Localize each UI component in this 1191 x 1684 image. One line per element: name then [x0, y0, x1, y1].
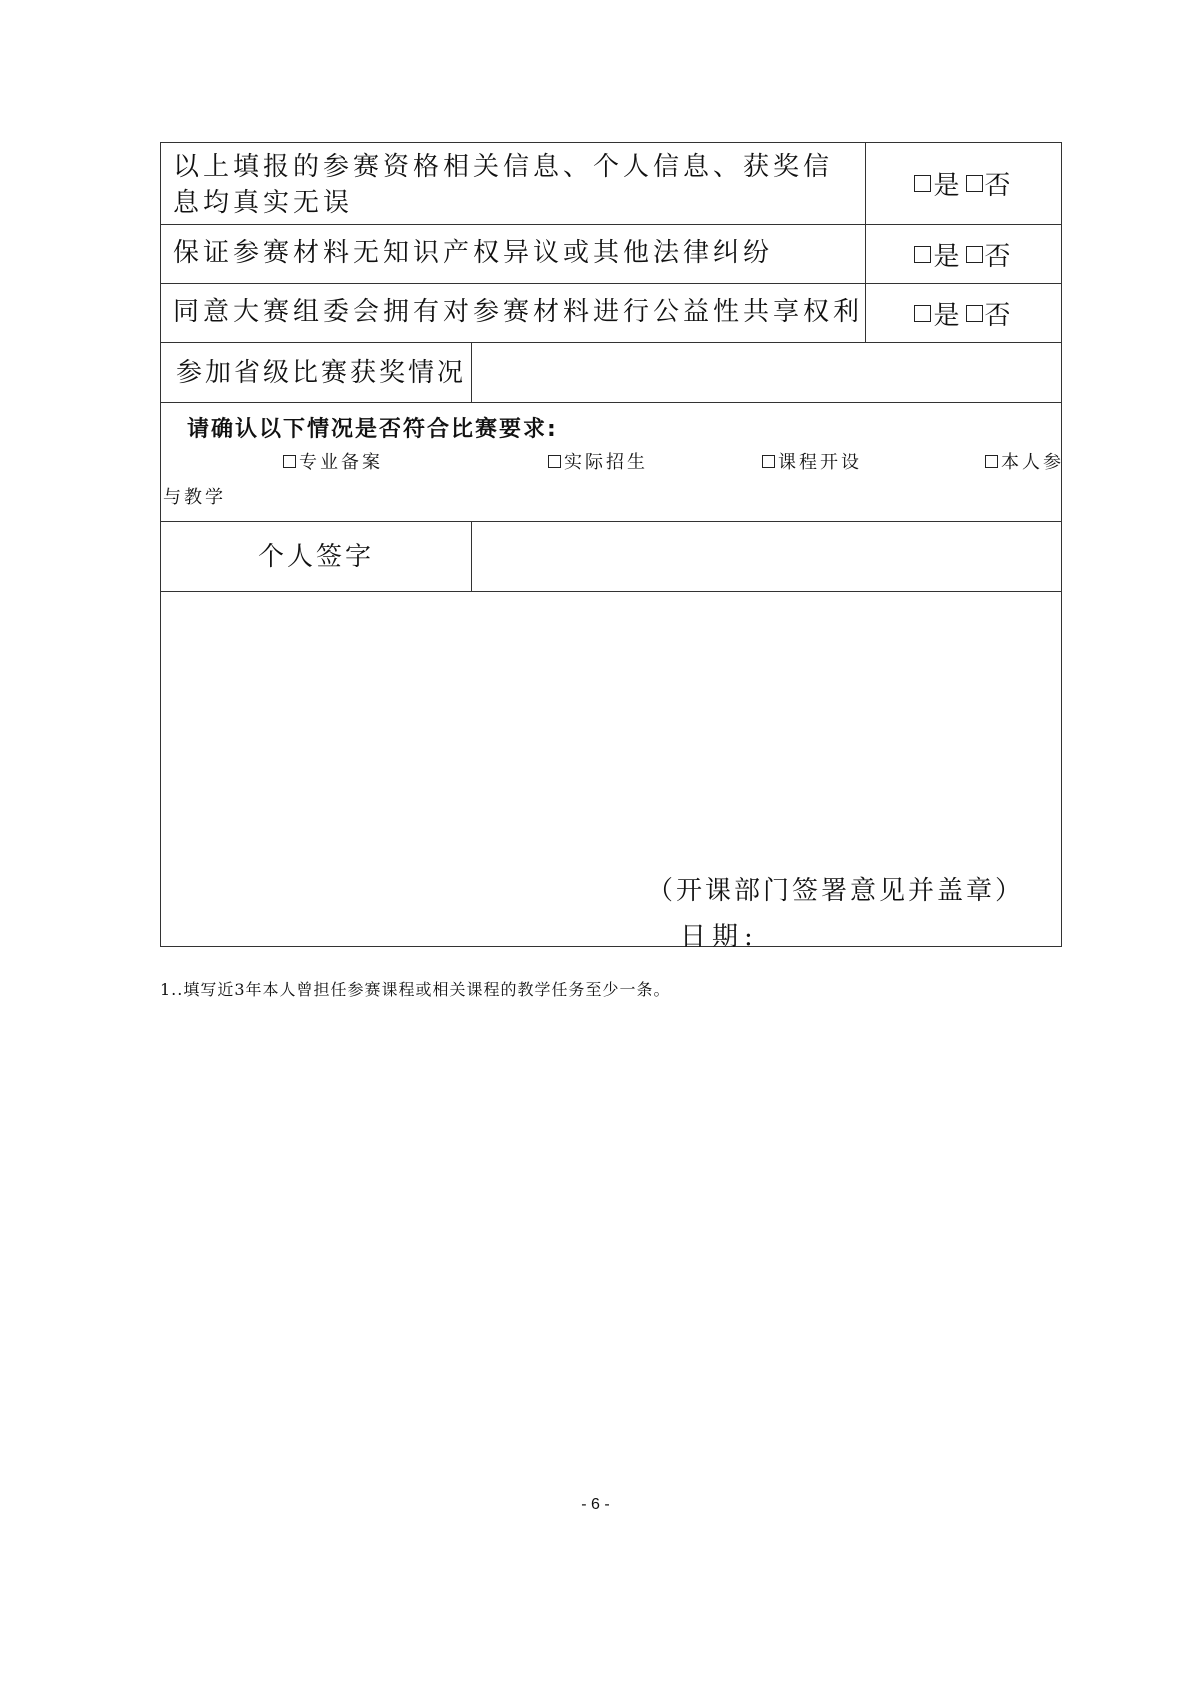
footnote: 1..填写近3年本人曾担任参赛课程或相关课程的教学任务至少一条。	[160, 980, 671, 999]
declaration-text-2: 保证参赛材料无知识产权异议或其他法律纠纷	[173, 238, 774, 268]
page-number: - 6 -	[581, 1496, 610, 1513]
checkbox-icon[interactable]	[283, 455, 296, 468]
no-option-2[interactable]: 否	[966, 236, 1013, 273]
signature-field[interactable]	[473, 522, 1061, 591]
checkbox-icon[interactable]	[966, 305, 983, 322]
column-divider	[471, 343, 472, 402]
checkbox-icon[interactable]	[985, 455, 998, 468]
option-personal-teaching[interactable]	[985, 448, 1064, 474]
provincial-award-row	[161, 343, 1061, 403]
checkbox-icon[interactable]	[966, 175, 983, 192]
declaration-text-1: 以上填报的参赛资格相关信息、个人信息、获奖信息均真实无误	[173, 152, 834, 218]
declaration-text-3: 同意大赛组委会拥有对参赛材料进行公益性共享权利	[173, 297, 864, 327]
checkbox-icon[interactable]	[914, 246, 931, 263]
department-caption: （开课部门签署意见并盖章）	[647, 876, 1025, 906]
yes-option-1[interactable]: 是	[914, 165, 961, 202]
yes-option-3[interactable]: 是	[914, 295, 961, 332]
date-label: 日期:	[680, 922, 759, 952]
checkbox-icon[interactable]	[762, 455, 775, 468]
no-option-3[interactable]: 否	[966, 295, 1013, 332]
provincial-award-field[interactable]	[473, 343, 1061, 402]
declaration-form	[160, 142, 1064, 952]
confirm-title: 请确认以下情况是否符合比赛要求:	[187, 417, 558, 442]
confirm-row	[161, 403, 1064, 522]
yes-option-2[interactable]: 是	[914, 236, 961, 273]
yes-no-choice-3	[866, 284, 1061, 342]
checkbox-icon[interactable]	[548, 455, 561, 468]
department-opinion-box[interactable]	[161, 592, 1061, 952]
signature-label: 个人签字	[257, 541, 374, 572]
option-personal-teaching-continued: 与教学	[163, 487, 226, 508]
option-actual-enrollment[interactable]: 实际招生	[548, 448, 648, 474]
yes-no-choice-2	[866, 225, 1061, 283]
checkbox-icon[interactable]	[966, 246, 983, 263]
no-option-1[interactable]: 否	[966, 165, 1013, 202]
checkbox-icon[interactable]	[914, 305, 931, 322]
option-personal-teaching-label: 本人参	[1001, 452, 1064, 473]
option-major-filing[interactable]: 专业备案	[283, 448, 383, 474]
provincial-award-label: 参加省级比赛获奖情况	[176, 357, 467, 388]
checkbox-icon[interactable]	[914, 175, 931, 192]
column-divider	[471, 522, 472, 591]
declaration-row-2	[161, 225, 1061, 284]
option-course-offered[interactable]: 课程开设	[762, 448, 862, 474]
signature-row	[161, 522, 1061, 592]
declaration-row-3	[161, 284, 1061, 343]
yes-no-choice-1	[866, 143, 1061, 224]
declaration-row-1	[161, 143, 1061, 225]
